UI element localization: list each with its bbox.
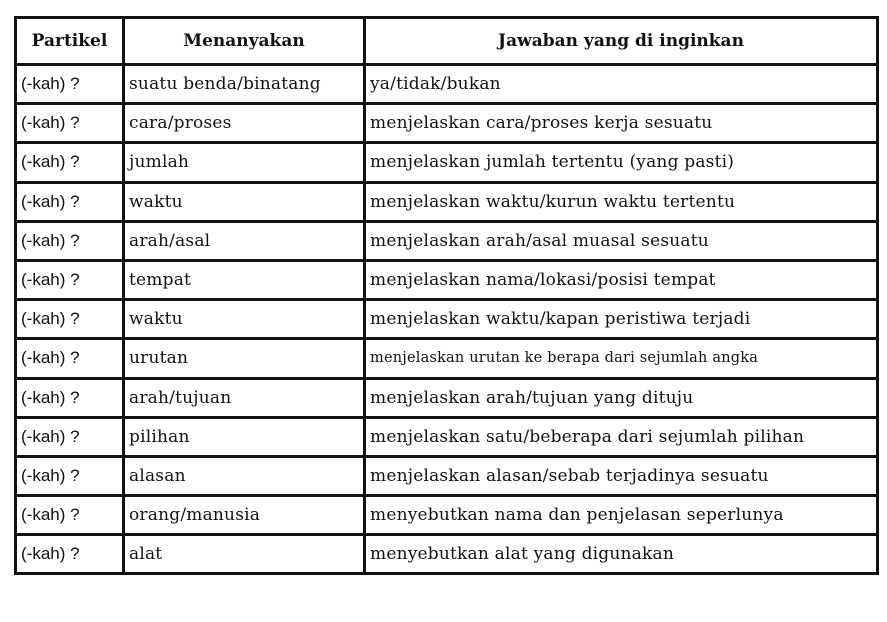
- table-row: [16, 104, 878, 143]
- table-row: [16, 260, 878, 299]
- cell-jawaban: menjelaskan cara/proses kerja sesuatu: [365, 104, 878, 143]
- table-row: [16, 65, 878, 104]
- cell-menanyakan: alat: [124, 535, 365, 574]
- cell-jawaban: menjelaskan arah/tujuan yang dituju: [365, 378, 878, 417]
- cell-jawaban: menjelaskan alasan/sebab terjadinya sesuatu: [365, 456, 878, 495]
- table-row: [16, 535, 878, 574]
- cell-menanyakan: urutan: [124, 339, 365, 378]
- column-header-jawaban: Jawaban yang di inginkan: [365, 18, 878, 65]
- cell-jawaban: menyebutkan nama dan penjelasan seperlunya: [365, 496, 878, 535]
- cell-menanyakan: cara/proses: [124, 104, 365, 143]
- cell-partikel: (-kah) ?: [16, 182, 124, 221]
- cell-menanyakan: suatu benda/binatang: [124, 65, 365, 104]
- cell-menanyakan: waktu: [124, 300, 365, 339]
- cell-partikel: (-kah) ?: [16, 143, 124, 182]
- cell-partikel: (-kah) ?: [16, 417, 124, 456]
- cell-partikel: (-kah) ?: [16, 535, 124, 574]
- question-particle-table-container: [14, 16, 876, 575]
- cell-jawaban: ya/tidak/bukan: [365, 65, 878, 104]
- cell-partikel: (-kah) ?: [16, 65, 124, 104]
- table-row: [16, 339, 878, 378]
- table-row: [16, 300, 878, 339]
- table-row: [16, 496, 878, 535]
- cell-menanyakan: waktu: [124, 182, 365, 221]
- cell-menanyakan: pilihan: [124, 417, 365, 456]
- cell-jawaban: menjelaskan waktu/kapan peristiwa terjadi: [365, 300, 878, 339]
- cell-jawaban: menjelaskan satu/beberapa dari sejumlah pilihan: [365, 417, 878, 456]
- table-row: [16, 456, 878, 495]
- cell-partikel: (-kah) ?: [16, 339, 124, 378]
- cell-partikel: (-kah) ?: [16, 104, 124, 143]
- table-row: [16, 221, 878, 260]
- cell-menanyakan: arah/tujuan: [124, 378, 365, 417]
- cell-menanyakan: orang/manusia: [124, 496, 365, 535]
- cell-jawaban: menyebutkan alat yang digunakan: [365, 535, 878, 574]
- cell-jawaban: menjelaskan urutan ke berapa dari sejumlah angka: [365, 339, 878, 378]
- cell-partikel: (-kah) ?: [16, 496, 124, 535]
- question-particle-table: [14, 16, 879, 575]
- cell-jawaban: menjelaskan jumlah tertentu (yang pasti): [365, 143, 878, 182]
- table-header-row: [16, 18, 878, 65]
- cell-jawaban: menjelaskan waktu/kurun waktu tertentu: [365, 182, 878, 221]
- cell-menanyakan: alasan: [124, 456, 365, 495]
- table-row: [16, 182, 878, 221]
- cell-partikel: (-kah) ?: [16, 300, 124, 339]
- cell-jawaban: menjelaskan nama/lokasi/posisi tempat: [365, 260, 878, 299]
- cell-partikel: (-kah) ?: [16, 260, 124, 299]
- cell-partikel: (-kah) ?: [16, 456, 124, 495]
- column-header-menanyakan: Menanyakan: [124, 18, 365, 65]
- table-row: [16, 143, 878, 182]
- cell-menanyakan: tempat: [124, 260, 365, 299]
- table-row: [16, 378, 878, 417]
- column-header-partikel: Partikel: [16, 18, 124, 65]
- cell-menanyakan: arah/asal: [124, 221, 365, 260]
- cell-partikel: (-kah) ?: [16, 378, 124, 417]
- cell-partikel: (-kah) ?: [16, 221, 124, 260]
- table-row: [16, 417, 878, 456]
- cell-menanyakan: jumlah: [124, 143, 365, 182]
- cell-jawaban: menjelaskan arah/asal muasal sesuatu: [365, 221, 878, 260]
